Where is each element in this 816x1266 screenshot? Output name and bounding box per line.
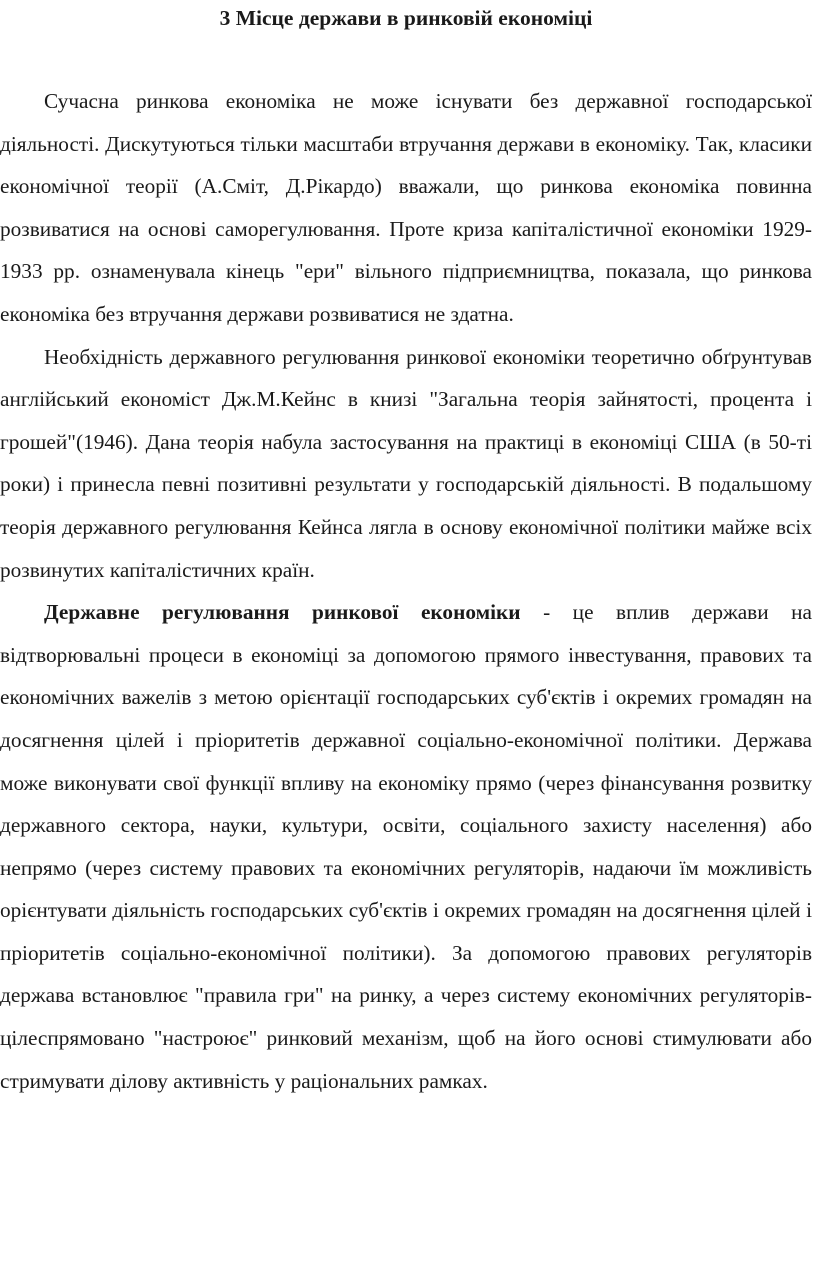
section-title: 3 Місце держави в ринковій економіці <box>219 6 593 30</box>
paragraph-2: Необхідність державного регулювання ринкової економіки теоретично обґрунтував англійський економіст Дж.М.Кейнс в книзі "Загальна теорія зайнятості, процента і грошей"(1946). Дана теорія набула застосування на практиці в економіці США (в 50-ті роки) і принесла певні позитивні результати у господарській діяльності. В подальшому теорія державного регулювання Кейнса лягла в основу економічної політики майже всіх розвинутих капіталістичних країн. <box>0 344 812 582</box>
paragraph-3 <box>0 591 812 1102</box>
paragraph-1: Сучасна ринкова економіка не може існувати без державної господарської діяльності. Дискутуються тільки масштаби втручання держави в економіку. Так, класики економічної теорії (А.Сміт, Д.Рікардо) вважали, що ринкова економіка повинна розвиватися на основі саморегулювання. Проте криза капіталістичної економіки 1929-1933 рр. ознаменувала кінець "ери" вільного підприємництва, показала, що ринкова економіка без втручання держави розвиватися не здатна. <box>0 89 812 326</box>
document-body <box>0 80 812 1102</box>
defined-term: Державне регулювання ринкової економіки <box>44 600 521 625</box>
paragraph-3-text: - це вплив держави на відтворювальні процеси в економіці за допомогою прямого інвестування, правових та економічних важелів з метою орієнтації господарських суб'єктів і окремих громадян на досягнення цілей і пріоритетів державної соціально-економічної політики. Держава може виконувати свої функції впливу на економіку прямо (через фінансування розвитку державного сектора, науки, культури, освіти, соціального захисту населення) або непрямо (через систему правових та економічних регуляторів, надаючи їм можливість орієнтувати діяльність господарських суб'єктів і окремих громадян на досягнення цілей і пріоритетів соціально-економічної політики). За допомогою правових регуляторів держава встановлює "правила гри" на ринку, а через систему економічних регуляторів-цілеспрямовано "настроює" ринковий механізм, щоб на його основі стимулювати або стримувати ділову активність у раціональних рамках. <box>0 600 812 1093</box>
